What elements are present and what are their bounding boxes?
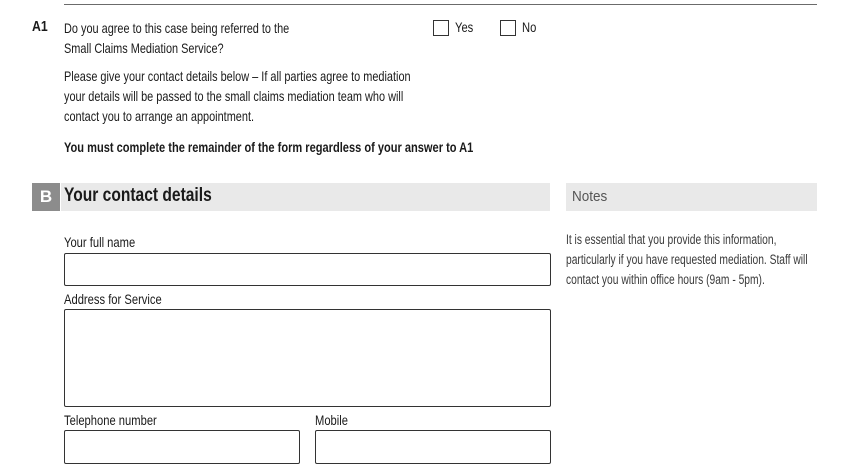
telephone-field[interactable] — [64, 430, 300, 464]
full-name-field[interactable] — [64, 253, 551, 286]
mobile-label: Mobile — [315, 412, 348, 428]
question-line: Small Claims Mediation Service? — [64, 40, 224, 56]
address-label: Address for Service — [64, 291, 162, 307]
section-title: Your contact details — [64, 185, 212, 206]
notes-line: It is essential that you provide this information, — [566, 232, 777, 247]
must-complete-notice: You must complete the remainder of the form regardless of your answer to A1 — [64, 139, 474, 155]
info-line: Please give your contact details below – If all parties agree to mediation — [64, 68, 411, 84]
notes-line: particularly if you have requested mediation. Staff will — [566, 252, 808, 267]
info-line: contact you to arrange an appointment. — [64, 108, 255, 124]
notes-line: contact you within office hours (9am - 5pm). — [566, 272, 765, 287]
yes-label: Yes — [455, 19, 474, 35]
no-label: No — [522, 19, 537, 35]
mobile-field[interactable] — [315, 430, 551, 464]
yes-checkbox[interactable] — [433, 20, 449, 36]
top-divider — [64, 4, 817, 5]
section-letter: B — [32, 183, 60, 211]
contact-info-paragraph — [64, 66, 411, 126]
notes-title: Notes — [572, 188, 608, 205]
full-name-label: Your full name — [64, 234, 136, 250]
info-line: your details will be passed to the small claims mediation team who will — [64, 88, 404, 104]
notes-text — [566, 230, 808, 290]
telephone-label: Telephone number — [64, 412, 157, 428]
no-checkbox[interactable] — [500, 20, 516, 36]
address-field[interactable] — [64, 309, 551, 407]
question-number: A1 — [32, 18, 48, 35]
mediation-question — [64, 18, 289, 58]
question-line: Do you agree to this case being referred to the — [64, 20, 290, 36]
